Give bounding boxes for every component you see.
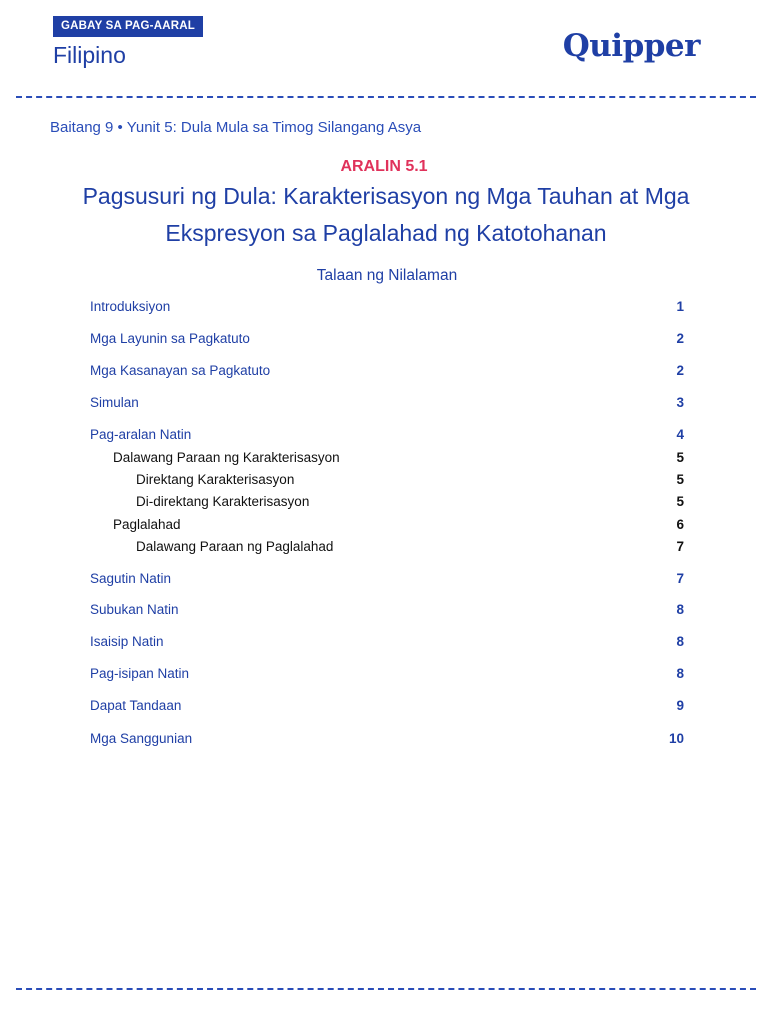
quipper-logo: Quipper (562, 28, 700, 64)
toc-item-page: 3 (676, 395, 684, 410)
toc-subitem[interactable] (90, 448, 684, 468)
toc-item-label: Paglalahad (113, 517, 181, 532)
toc-item-page: 8 (676, 666, 684, 681)
top-dashed-divider (16, 96, 756, 98)
toc-item-page: 10 (668, 731, 684, 746)
toc-item[interactable] (90, 393, 684, 413)
subject-title: Filipino (53, 42, 126, 68)
toc-item-label: Dapat Tandaan (90, 698, 182, 713)
toc-item-label: Mga Sanggunian (90, 731, 193, 746)
toc-item-page: 5 (676, 472, 684, 487)
toc-item-label: Subukan Natin (90, 602, 179, 617)
toc-item[interactable] (90, 329, 684, 349)
lesson-number: ARALIN 5.1 (340, 158, 428, 175)
toc-subitem[interactable] (90, 492, 684, 512)
toc-subitem[interactable] (90, 537, 684, 557)
toc-item-page: 2 (676, 331, 684, 346)
toc-item[interactable] (90, 361, 684, 381)
toc-subitem[interactable] (90, 515, 684, 535)
toc-item-label: Mga Kasanayan sa Pagkatuto (90, 363, 271, 378)
toc-heading: Talaan ng Nilalaman (316, 267, 458, 284)
toc-item-page: 5 (676, 494, 684, 509)
toc-item[interactable] (90, 632, 684, 652)
toc-item-label: Pag-aralan Natin (90, 427, 192, 442)
toc-item-label: Dalawang Paraan ng Karakterisasyon (113, 450, 340, 465)
toc-item-page: 1 (676, 299, 684, 314)
toc-item-page: 8 (676, 634, 684, 649)
toc-item-label: Simulan (90, 395, 139, 410)
toc-item-page: 7 (676, 571, 684, 586)
toc-item[interactable] (90, 729, 684, 749)
toc-item-label: Dalawang Paraan ng Paglalahad (136, 539, 334, 554)
toc-item[interactable] (90, 696, 684, 716)
toc-item[interactable] (90, 664, 684, 684)
toc-item-page: 5 (676, 450, 684, 465)
toc-item-page: 2 (676, 363, 684, 378)
toc-item-page: 7 (676, 539, 684, 554)
toc-item-page: 9 (676, 698, 684, 713)
toc-item-page: 8 (676, 602, 684, 617)
breadcrumb: Baitang 9 • Yunit 5: Dula Mula sa Timog Silangang Asya (50, 119, 422, 136)
toc-item-label: Introduksiyon (90, 299, 171, 314)
lesson-title: Pagsusuri ng Dula: Karakterisasyon ng Mga Tauhan at Mga Ekspresyon sa Paglalahad ng Katotohanan (82, 183, 690, 246)
bottom-dashed-divider (16, 988, 756, 990)
toc-item-label: Pag-isipan Natin (90, 666, 190, 681)
toc-item[interactable] (90, 297, 684, 317)
toc-item-label: Direktang Karakterisasyon (136, 472, 295, 487)
toc-item-label: Isaisip Natin (90, 634, 164, 649)
toc-item-page: 6 (676, 517, 684, 532)
toc-item-page: 4 (676, 427, 684, 442)
toc-subitem[interactable] (90, 470, 684, 490)
toc-item-label: Mga Layunin sa Pagkatuto (90, 331, 250, 346)
study-guide-badge: GABAY SA PAG-AARAL (53, 16, 203, 37)
toc-item[interactable] (90, 569, 684, 589)
toc-item-label: Di-direktang Karakterisasyon (136, 494, 310, 509)
toc-item[interactable] (90, 600, 684, 620)
toc-item[interactable] (90, 425, 684, 445)
toc-item-label: Sagutin Natin (90, 571, 172, 586)
